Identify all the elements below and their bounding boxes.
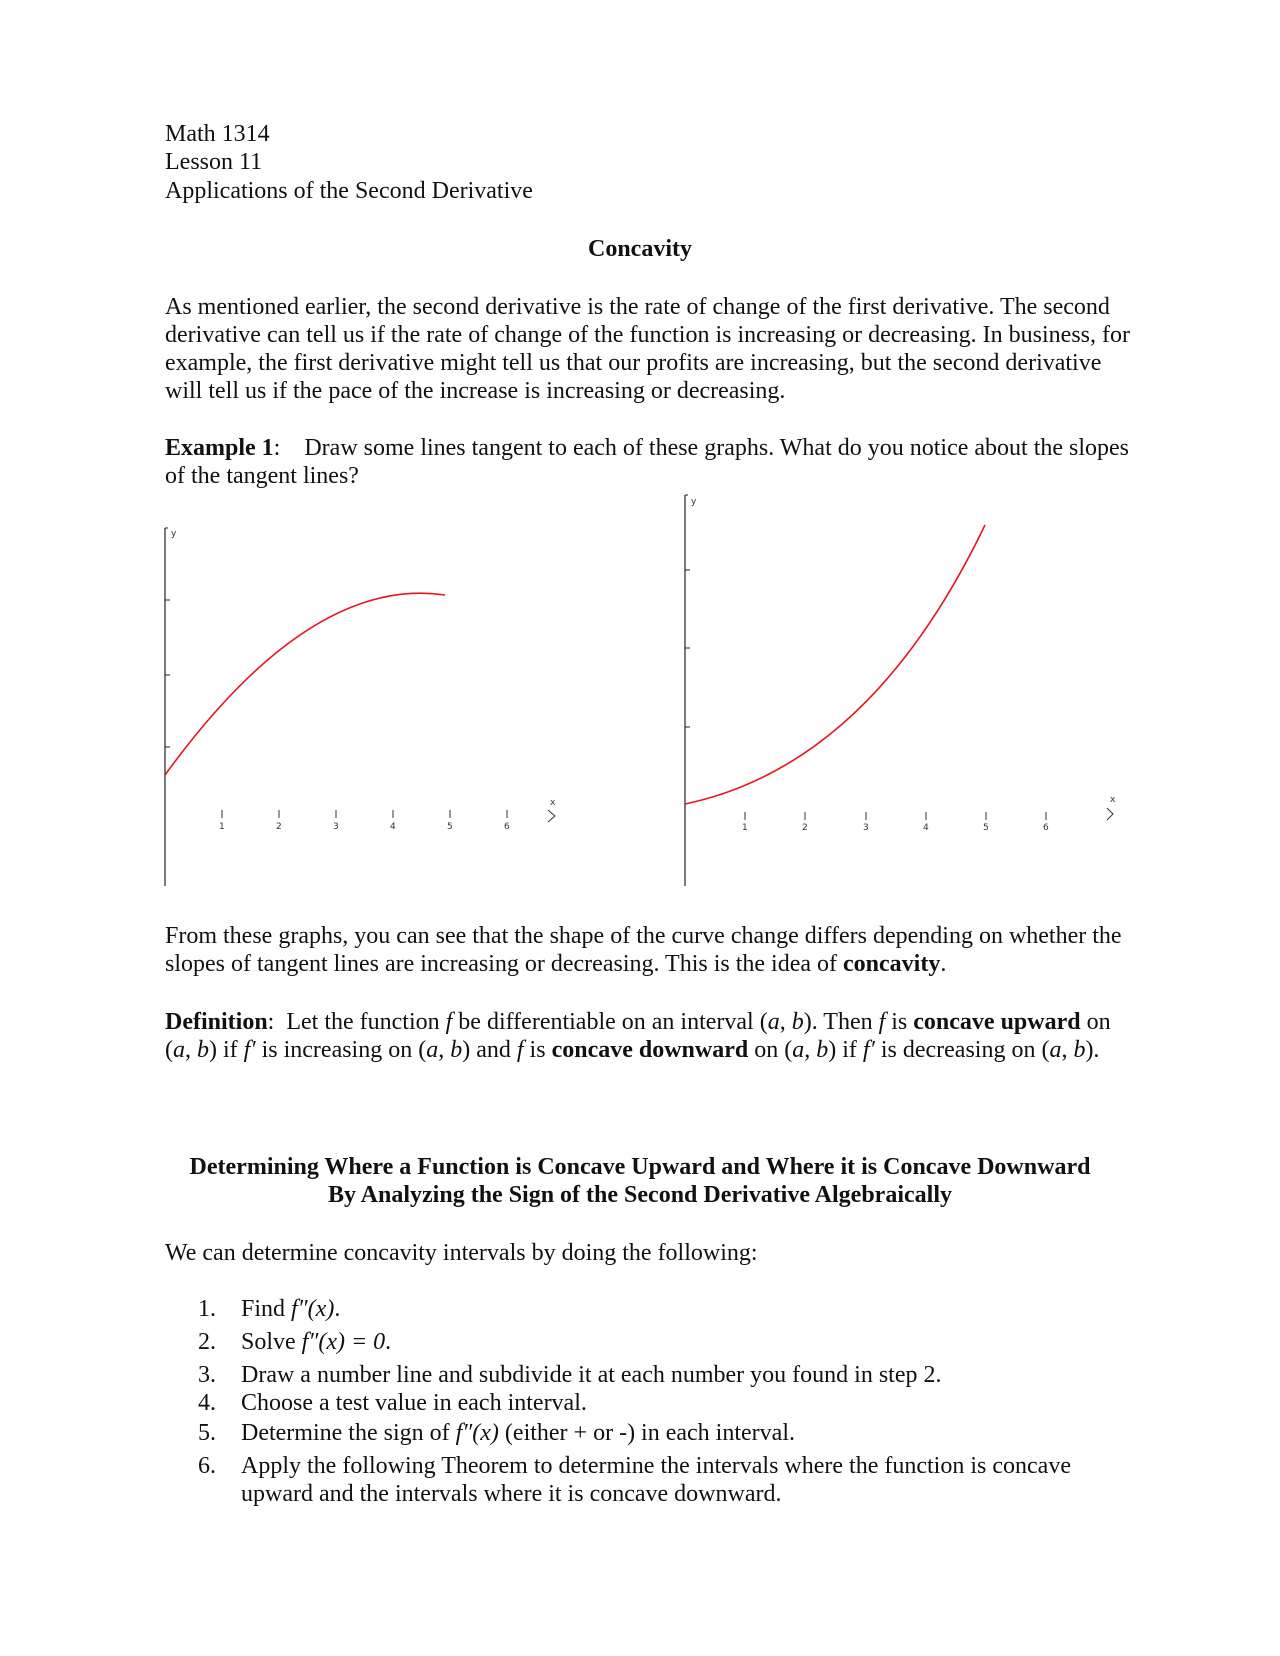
- step-number: 1.: [198, 1296, 216, 1322]
- definition-text: if: [836, 1037, 863, 1063]
- x-tick-label: 6: [1043, 823, 1049, 833]
- definition-text: ,: [804, 1037, 817, 1063]
- x-tick-label: 3: [333, 822, 339, 832]
- definition-paragraph: Definition: Let the function f be differentiable on an interval (a, b). Then f is concave upward on (a, b) if f′ is increasing on (a, b) and f is concave downward on (a, b) if f′ is decreasing on (a, b).: [165, 1009, 1111, 1063]
- definition-text: ,: [185, 1037, 197, 1063]
- x-tick-label: 2: [276, 822, 282, 832]
- math-f-prime: f′: [243, 1037, 256, 1063]
- intro-paragraph: As mentioned earlier, the second derivative is the rate of change of the first derivative. The second derivative can tell us if the rate of change of the function is increasing or decreasing. In business, for example, the first derivative might tell us that our profits are increasing, but the second derivative will tell us if the pace of the increase is increasing or decreasing.: [165, 294, 1130, 404]
- step-number: 2.: [198, 1329, 216, 1355]
- x-tick-label: 5: [447, 822, 453, 832]
- step-text-after: (either + or -) in each interval.: [498, 1420, 795, 1446]
- method-intro: We can determine concavity intervals by doing the following:: [165, 1240, 758, 1266]
- method-title-line1: Determining Where a Function is Concave Upward and Where it is Concave Downward: [189, 1154, 1091, 1180]
- step-text: Draw a number line and subdivide it at each number you found in step 2.: [241, 1362, 942, 1388]
- x-ticks: [219, 810, 510, 832]
- x-axis-label: x: [1110, 795, 1116, 805]
- step-item: [198, 1389, 1138, 1419]
- step-text: Determine the sign of: [241, 1420, 456, 1446]
- step-text-after: .: [385, 1329, 392, 1355]
- definition-text: is decreasing on (: [874, 1037, 1050, 1063]
- math-b: b: [450, 1037, 463, 1063]
- x-tick-label: 4: [390, 822, 396, 832]
- definition-text: be differentiable on an interval (: [452, 1009, 768, 1035]
- definition-text: ): [828, 1037, 837, 1063]
- graph-concave-down: [160, 520, 580, 890]
- lesson-number: Lesson 11: [165, 149, 263, 175]
- step-math: f″(x): [291, 1296, 335, 1322]
- definition-text: ,: [779, 1009, 792, 1035]
- section-title: Concavity: [588, 236, 692, 262]
- definition-text: Let the function: [286, 1009, 446, 1035]
- step-math: f″(x) = 0: [301, 1329, 386, 1355]
- x-tick-label: 1: [219, 822, 225, 832]
- observation-text: From these graphs, you can see that the shape of the curve change differs depending on whether the slopes of tangent lines are increasing or decreasing. This is the idea of: [165, 923, 1122, 977]
- x-axis-arrow-icon: [548, 810, 555, 822]
- step-number: 4.: [198, 1390, 216, 1416]
- step-number: 3.: [198, 1362, 216, 1388]
- example-label: Example 1: [165, 435, 274, 461]
- x-tick-label: 1: [742, 823, 748, 833]
- x-tick-label: 2: [802, 823, 808, 833]
- step-item: [198, 1452, 1138, 1508]
- math-f: f: [878, 1009, 886, 1035]
- lesson-topic: Applications of the Second Derivative: [165, 178, 533, 204]
- math-a: a: [173, 1037, 185, 1063]
- y-axis-label: y: [171, 529, 177, 539]
- definition-text: ).: [1085, 1037, 1100, 1063]
- step-item: [198, 1361, 1138, 1389]
- x-tick-label: 6: [504, 822, 510, 832]
- math-a: a: [767, 1009, 780, 1035]
- definition-text: is increasing on (: [255, 1037, 427, 1063]
- math-b: b: [1073, 1037, 1086, 1063]
- x-tick-label: 5: [983, 823, 989, 833]
- math-a: a: [1049, 1037, 1062, 1063]
- math-f-prime: f′: [862, 1037, 875, 1063]
- step-item: [198, 1419, 1138, 1452]
- step-text: Apply the following Theorem to determine the intervals where the function is concave upward and the intervals where it is concave downward.: [241, 1453, 1071, 1507]
- definition-label: Definition: [165, 1009, 268, 1035]
- math-a: a: [792, 1037, 805, 1063]
- step-item: [198, 1328, 1138, 1361]
- x-ticks: [742, 812, 1049, 833]
- step-math: f″(x): [455, 1420, 499, 1446]
- step-item: [198, 1295, 1138, 1328]
- definition-text: is: [885, 1009, 914, 1035]
- definition-text: if: [217, 1037, 244, 1063]
- concave-downward-term: concave downward: [551, 1037, 749, 1063]
- math-f: f: [445, 1009, 453, 1035]
- steps-list: [198, 1295, 1138, 1508]
- step-text: Solve: [241, 1329, 302, 1355]
- math-b: b: [816, 1037, 829, 1063]
- x-axis-label: x: [550, 798, 556, 808]
- observation-end: .: [940, 951, 947, 977]
- math-a: a: [426, 1037, 439, 1063]
- graph-concave-up: [680, 490, 1120, 890]
- definition-text: on (: [165, 1009, 1111, 1063]
- definition-text: is: [523, 1037, 552, 1063]
- step-text: Find: [241, 1296, 292, 1322]
- concave-upward-term: concave upward: [913, 1009, 1081, 1035]
- step-text-after: .: [334, 1296, 341, 1322]
- course-title: Math 1314: [165, 121, 270, 147]
- concavity-term: concavity: [843, 951, 941, 977]
- definition-text: on (: [748, 1037, 793, 1063]
- example-1: Example 1: Draw some lines tangent to each of these graphs. What do you notice about the slopes of the tangent lines?: [165, 435, 1130, 489]
- x-tick-label: 4: [923, 823, 929, 833]
- definition-text: ) and: [462, 1037, 517, 1063]
- step-number: 6.: [198, 1453, 216, 1479]
- observation-paragraph: [165, 922, 1130, 978]
- concave-up-curve: [685, 525, 985, 804]
- definition-text: ): [209, 1037, 217, 1063]
- example-text: Draw some lines tangent to each of these graphs. What do you notice about the slopes of the tangent lines?: [165, 435, 1130, 489]
- concave-down-curve: [165, 593, 445, 775]
- step-number: 5.: [198, 1420, 216, 1446]
- definition-text: ,: [438, 1037, 451, 1063]
- math-f: f: [516, 1037, 524, 1063]
- x-tick-label: 3: [863, 823, 869, 833]
- math-b: b: [197, 1037, 209, 1063]
- definition-text: ,: [1061, 1037, 1074, 1063]
- x-axis-arrow-icon: [1107, 808, 1113, 820]
- method-title-line2: By Analyzing the Sign of the Second Derivative Algebraically: [328, 1182, 952, 1208]
- definition-text: ). Then: [803, 1009, 879, 1035]
- step-text: Choose a test value in each interval.: [241, 1390, 587, 1416]
- math-b: b: [791, 1009, 804, 1035]
- y-axis-label: y: [691, 497, 697, 507]
